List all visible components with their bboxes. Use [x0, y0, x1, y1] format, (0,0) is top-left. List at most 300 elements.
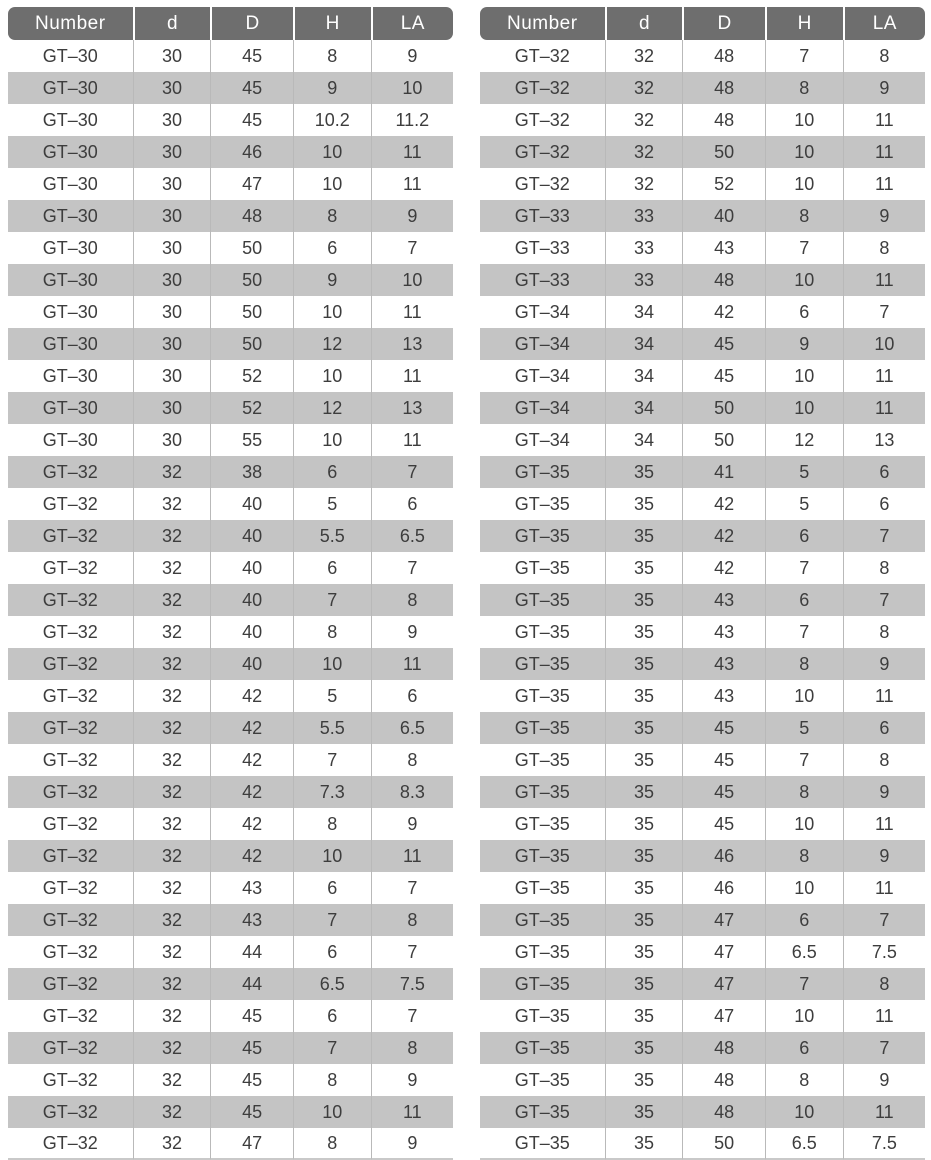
table-row	[480, 40, 925, 72]
table-row	[480, 1096, 925, 1128]
cell: 35	[605, 712, 683, 744]
cell: 40	[210, 552, 292, 584]
table-row	[8, 392, 453, 424]
cell: 8	[371, 1032, 453, 1064]
column-header-number: Number	[8, 7, 133, 40]
cell: 7	[371, 552, 453, 584]
cell: GT–32	[480, 72, 605, 104]
cell: 11.2	[371, 104, 453, 136]
cell: 42	[682, 488, 764, 520]
cell: 5	[765, 456, 843, 488]
cell: 50	[210, 296, 292, 328]
table-row	[480, 648, 925, 680]
cell: GT–32	[8, 456, 133, 488]
cell: 8	[843, 744, 925, 776]
column-header-d: d	[605, 7, 683, 40]
cell: 30	[133, 200, 211, 232]
column-header-d: d	[133, 7, 211, 40]
cell: 30	[133, 264, 211, 296]
cell: 10	[765, 360, 843, 392]
cell: 6	[765, 904, 843, 936]
cell: 32	[133, 648, 211, 680]
cell: 9	[843, 840, 925, 872]
cell: 8	[843, 616, 925, 648]
cell: 8	[765, 840, 843, 872]
cell: 45	[210, 104, 292, 136]
cell: 35	[605, 744, 683, 776]
cell: 35	[605, 808, 683, 840]
cell: 41	[682, 456, 764, 488]
cell: GT–30	[8, 232, 133, 264]
table-row	[8, 904, 453, 936]
cell: 30	[133, 104, 211, 136]
cell: 7.5	[843, 936, 925, 968]
cell: 8	[843, 232, 925, 264]
cell: 7	[371, 1000, 453, 1032]
cell: 35	[605, 776, 683, 808]
cell: 7	[371, 456, 453, 488]
table-row	[8, 232, 453, 264]
cell: GT–35	[480, 488, 605, 520]
cell: 9	[843, 200, 925, 232]
column-header-h: H	[293, 7, 371, 40]
cell: GT–32	[8, 1128, 133, 1160]
cell: GT–32	[8, 968, 133, 1000]
cell: 7	[843, 904, 925, 936]
cell: 11	[843, 872, 925, 904]
cell: 40	[210, 520, 292, 552]
table-row	[8, 104, 453, 136]
cell: 7	[843, 584, 925, 616]
cell: 45	[682, 712, 764, 744]
cell: 40	[210, 584, 292, 616]
cell: 30	[133, 72, 211, 104]
cell: 8	[843, 968, 925, 1000]
cell: 42	[682, 552, 764, 584]
cell: 48	[682, 264, 764, 296]
cell: GT–33	[480, 232, 605, 264]
column-header-la: LA	[371, 7, 453, 40]
cell: 5	[765, 712, 843, 744]
cell: 10	[765, 808, 843, 840]
cell: 40	[210, 616, 292, 648]
cell: 6.5	[293, 968, 371, 1000]
table-row	[8, 840, 453, 872]
cell: 10	[293, 648, 371, 680]
cell: 7.5	[843, 1128, 925, 1160]
cell: 10	[765, 1000, 843, 1032]
cell: 45	[682, 360, 764, 392]
column-header-number: Number	[480, 7, 605, 40]
table-row	[8, 136, 453, 168]
cell: GT–30	[8, 360, 133, 392]
cell: 35	[605, 1064, 683, 1096]
cell: 6.5	[765, 1128, 843, 1160]
cell: 32	[133, 808, 211, 840]
table-row	[8, 808, 453, 840]
cell: 30	[133, 232, 211, 264]
cell: 7	[765, 40, 843, 72]
cell: GT–30	[8, 72, 133, 104]
cell: 34	[605, 392, 683, 424]
table-row	[8, 1096, 453, 1128]
table-row	[8, 1000, 453, 1032]
cell: 9	[843, 648, 925, 680]
cell: GT–32	[8, 616, 133, 648]
cell: 11	[843, 360, 925, 392]
cell: 34	[605, 360, 683, 392]
cell: 8	[293, 40, 371, 72]
table-row	[480, 872, 925, 904]
cell: 48	[682, 1096, 764, 1128]
cell: 9	[843, 776, 925, 808]
cell: GT–30	[8, 424, 133, 456]
table-row	[480, 232, 925, 264]
cell: 45	[210, 40, 292, 72]
cell: 32	[133, 1096, 211, 1128]
column-header-d: D	[210, 7, 292, 40]
cell: 32	[133, 1000, 211, 1032]
cell: 43	[210, 904, 292, 936]
cell: 11	[371, 648, 453, 680]
table-row	[8, 1064, 453, 1096]
cell: GT–32	[8, 936, 133, 968]
cell: 35	[605, 1128, 683, 1160]
cell: GT–35	[480, 1000, 605, 1032]
cell: 6	[293, 872, 371, 904]
cell: 44	[210, 968, 292, 1000]
table-row	[8, 552, 453, 584]
cell: 10	[371, 72, 453, 104]
cell: 11	[371, 168, 453, 200]
cell: 35	[605, 936, 683, 968]
table-row	[8, 936, 453, 968]
cell: 8	[371, 904, 453, 936]
cell: 30	[133, 392, 211, 424]
cell: 32	[133, 488, 211, 520]
cell: 43	[210, 872, 292, 904]
cell: 7	[765, 968, 843, 1000]
cell: 9	[371, 1128, 453, 1160]
cell: GT–30	[8, 328, 133, 360]
cell: 40	[210, 488, 292, 520]
cell: 10	[293, 360, 371, 392]
cell: GT–33	[480, 264, 605, 296]
cell: 8	[293, 616, 371, 648]
table-row	[480, 296, 925, 328]
cell: 11	[843, 392, 925, 424]
cell: 8	[765, 1064, 843, 1096]
cell: 30	[133, 424, 211, 456]
cell: GT–35	[480, 1032, 605, 1064]
table-row	[8, 328, 453, 360]
table-row	[8, 584, 453, 616]
cell: 8.3	[371, 776, 453, 808]
cell: 5.5	[293, 520, 371, 552]
cell: 7	[765, 744, 843, 776]
table-row	[480, 328, 925, 360]
cell: 12	[293, 328, 371, 360]
cell: GT–30	[8, 200, 133, 232]
cell: 5	[293, 680, 371, 712]
header-row	[480, 7, 925, 40]
cell: 8	[293, 808, 371, 840]
cell: 8	[843, 552, 925, 584]
cell: 32	[133, 936, 211, 968]
cell: 10	[765, 264, 843, 296]
cell: GT–32	[8, 712, 133, 744]
cell: 35	[605, 904, 683, 936]
cell: 12	[765, 424, 843, 456]
cell: 30	[133, 136, 211, 168]
cell: 8	[765, 200, 843, 232]
cell: 30	[133, 40, 211, 72]
cell: 5	[765, 488, 843, 520]
cell: GT–32	[8, 776, 133, 808]
cell: 47	[682, 904, 764, 936]
cell: 11	[371, 1096, 453, 1128]
cell: 30	[133, 360, 211, 392]
table-row	[480, 808, 925, 840]
cell: 50	[682, 392, 764, 424]
table-row	[480, 456, 925, 488]
cell: 32	[605, 72, 683, 104]
cell: GT–32	[8, 872, 133, 904]
cell: 7	[371, 872, 453, 904]
table-row	[8, 616, 453, 648]
cell: 34	[605, 328, 683, 360]
cell: GT–32	[8, 1032, 133, 1064]
cell: 7	[765, 552, 843, 584]
cell: 45	[682, 328, 764, 360]
cell: 9	[371, 616, 453, 648]
cell: 43	[682, 584, 764, 616]
table-row	[480, 168, 925, 200]
cell: GT–32	[8, 680, 133, 712]
cell: 35	[605, 488, 683, 520]
cell: 7	[843, 296, 925, 328]
cell: 10	[371, 264, 453, 296]
cell: 35	[605, 456, 683, 488]
cell: 8	[765, 72, 843, 104]
cell: 45	[682, 744, 764, 776]
cell: 55	[210, 424, 292, 456]
cell: 10	[765, 1096, 843, 1128]
cell: 6	[293, 232, 371, 264]
cell: GT–32	[8, 840, 133, 872]
table-row	[480, 488, 925, 520]
table-row	[8, 648, 453, 680]
table-row	[480, 200, 925, 232]
cell: 48	[682, 104, 764, 136]
table-row	[8, 296, 453, 328]
cell: 52	[682, 168, 764, 200]
cell: 50	[682, 424, 764, 456]
table-row	[480, 360, 925, 392]
cell: 33	[605, 200, 683, 232]
cell: 35	[605, 648, 683, 680]
table-row	[8, 744, 453, 776]
cell: 9	[371, 808, 453, 840]
cell: 11	[843, 136, 925, 168]
table-row	[8, 72, 453, 104]
cell: 6	[843, 456, 925, 488]
cell: 7	[765, 232, 843, 264]
cell: 35	[605, 1000, 683, 1032]
cell: GT–35	[480, 1096, 605, 1128]
cell: 32	[133, 1064, 211, 1096]
cell: 32	[133, 584, 211, 616]
cell: 9	[371, 1064, 453, 1096]
table-row	[8, 456, 453, 488]
cell: GT–32	[8, 520, 133, 552]
column-header-la: LA	[843, 7, 925, 40]
cell: 7	[293, 904, 371, 936]
cell: 12	[293, 392, 371, 424]
cell: 32	[133, 712, 211, 744]
table-row	[8, 1032, 453, 1064]
cell: 10	[293, 136, 371, 168]
cell: 7	[765, 616, 843, 648]
cell: 34	[605, 424, 683, 456]
table-row	[480, 840, 925, 872]
cell: GT–32	[8, 648, 133, 680]
cell: 11	[843, 104, 925, 136]
cell: 43	[682, 648, 764, 680]
cell: GT–34	[480, 296, 605, 328]
cell: 32	[605, 40, 683, 72]
cell: 32	[133, 872, 211, 904]
cell: 50	[682, 1128, 764, 1160]
cell: 35	[605, 1096, 683, 1128]
cell: 8	[371, 584, 453, 616]
cell: 32	[133, 776, 211, 808]
cell: 50	[210, 232, 292, 264]
cell: 30	[133, 328, 211, 360]
cell: 10	[765, 136, 843, 168]
cell: GT–35	[480, 936, 605, 968]
cell: 38	[210, 456, 292, 488]
cell: GT–35	[480, 1128, 605, 1160]
cell: 35	[605, 616, 683, 648]
cell: 10	[293, 168, 371, 200]
cell: 32	[605, 104, 683, 136]
cell: GT–32	[8, 584, 133, 616]
cell: 10	[765, 104, 843, 136]
cell: 8	[843, 40, 925, 72]
cell: 10	[843, 328, 925, 360]
cell: GT–35	[480, 456, 605, 488]
cell: 42	[682, 520, 764, 552]
cell: 40	[682, 200, 764, 232]
table-row	[480, 264, 925, 296]
cell: GT–35	[480, 520, 605, 552]
cell: GT–35	[480, 616, 605, 648]
cell: 48	[210, 200, 292, 232]
cell: GT–34	[480, 360, 605, 392]
table-row	[480, 712, 925, 744]
cell: 8	[371, 744, 453, 776]
cell: GT–32	[480, 40, 605, 72]
cell: 6	[371, 488, 453, 520]
cell: GT–35	[480, 968, 605, 1000]
cell: GT–30	[8, 168, 133, 200]
cell: 10	[293, 1096, 371, 1128]
cell: 50	[210, 328, 292, 360]
cell: 35	[605, 552, 683, 584]
cell: 10	[293, 296, 371, 328]
cell: 7.5	[371, 968, 453, 1000]
cell: 11	[843, 1096, 925, 1128]
cell: 6	[765, 1032, 843, 1064]
cell: 43	[682, 680, 764, 712]
cell: GT–32	[8, 488, 133, 520]
cell: 47	[210, 168, 292, 200]
cell: 42	[210, 776, 292, 808]
cell: 44	[210, 936, 292, 968]
cell: GT–32	[8, 1000, 133, 1032]
table-row	[8, 968, 453, 1000]
cell: 32	[133, 1128, 211, 1160]
cell: 35	[605, 1032, 683, 1064]
column-header-h: H	[765, 7, 843, 40]
cell: 6	[765, 296, 843, 328]
table-row	[8, 168, 453, 200]
cell: 6	[765, 584, 843, 616]
cell: 50	[682, 136, 764, 168]
cell: GT–32	[8, 808, 133, 840]
cell: GT–35	[480, 904, 605, 936]
cell: 6	[293, 456, 371, 488]
cell: 6	[371, 680, 453, 712]
header-row	[8, 7, 453, 40]
cell: 34	[605, 296, 683, 328]
cell: 48	[682, 72, 764, 104]
table-row	[480, 104, 925, 136]
cell: GT–30	[8, 136, 133, 168]
table-row	[480, 72, 925, 104]
cell: GT–34	[480, 328, 605, 360]
cell: 42	[210, 680, 292, 712]
cell: 6	[843, 488, 925, 520]
cell: GT–30	[8, 40, 133, 72]
cell: GT–35	[480, 776, 605, 808]
cell: GT–35	[480, 648, 605, 680]
cell: 47	[682, 968, 764, 1000]
cell: GT–32	[8, 744, 133, 776]
cell: 48	[682, 40, 764, 72]
cell: 46	[210, 136, 292, 168]
cell: 33	[605, 264, 683, 296]
cell: 43	[682, 232, 764, 264]
spec-table-right	[480, 7, 925, 1160]
cell: 9	[293, 264, 371, 296]
cell: GT–35	[480, 552, 605, 584]
cell: GT–35	[480, 808, 605, 840]
cell: GT–35	[480, 584, 605, 616]
cell: 13	[843, 424, 925, 456]
table-row	[8, 360, 453, 392]
cell: 32	[133, 520, 211, 552]
cell: 45	[682, 808, 764, 840]
cell: 42	[210, 840, 292, 872]
cell: 45	[682, 776, 764, 808]
cell: 33	[605, 232, 683, 264]
cell: 7	[843, 520, 925, 552]
cell: 48	[682, 1032, 764, 1064]
cell: 10	[765, 872, 843, 904]
cell: 47	[682, 936, 764, 968]
